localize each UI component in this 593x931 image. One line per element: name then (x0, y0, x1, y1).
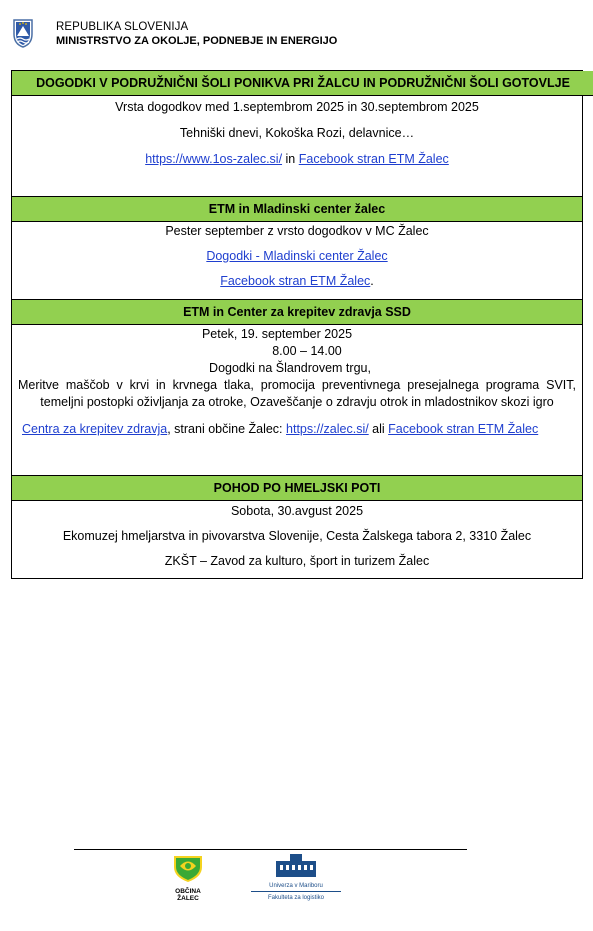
section-title-youth-center: ETM in Mladinski center žalec (12, 197, 582, 222)
section-body-hop-trail (12, 501, 582, 578)
youth-center-text: Pester september z vrsto dogodkov v MC Žalec (165, 224, 429, 238)
date-range-text: Vrsta dogodkov med 1.septembrom 2025 in 30.septembrom 2025 (115, 100, 479, 114)
hike-location-text: Ekomuzej hmeljarstva in pivovarstva Slovenije, Cesta Žalskega tabora 2, 3310 Žalec (62, 529, 532, 543)
youth-center-link-line (12, 248, 582, 265)
university-maribor-logo (250, 853, 342, 902)
section-body-youth-center (12, 222, 582, 300)
zalec-website-link[interactable]: https://zalec.si/ (286, 422, 369, 436)
obcina-zalec-logo (168, 853, 208, 902)
health-location-text: Dogodki na Šlandrovem trgu, (209, 361, 371, 375)
section-title-school-events: DOGODKI V PODRUŽNIČNI ŠOLI PONIKVA PRI ŽALCU IN PODRUŽNIČNI ŠOLI GOTOVLJE (12, 71, 593, 96)
section-body-school-events (12, 96, 582, 197)
health-links-text-2: ali (368, 422, 389, 436)
university-building-icon (274, 853, 318, 877)
footer-divider (74, 849, 467, 850)
activities-text: Tehniški dnevi, Kokoška Rozi, delavnice… (179, 126, 415, 140)
connector-text: in (282, 152, 299, 166)
slovenia-coat-of-arms-icon (12, 18, 34, 48)
obcina-label: OBČINA (175, 888, 201, 895)
um-divider (251, 891, 341, 892)
health-links-line (12, 421, 582, 438)
zalec-label: ŽALEC (177, 895, 199, 902)
university-name: Univerza v Mariboru (269, 883, 323, 889)
youth-center-events-link[interactable]: Dogodki - Mladinski center Žalec (206, 249, 388, 263)
period-text: . (370, 274, 374, 288)
header-country: REPUBLIKA SLOVENIJA (56, 21, 189, 33)
health-center-link[interactable]: Centra za krepitev zdravja (22, 422, 168, 436)
section-body-health-center (12, 325, 582, 476)
events-table (11, 70, 583, 579)
section-title-hop-trail: POHOD PO HMELJSKI POTI (12, 476, 582, 501)
section-title-health-center: ETM in Center za krepitev zdravja SSD (12, 300, 582, 325)
facebook-etm-link[interactable]: Facebook stran ETM Žalec (298, 152, 449, 166)
health-links-text-1: , strani občine Žalec: (167, 422, 287, 436)
facebook-etm-link-3[interactable]: Facebook stran ETM Žalec (388, 422, 539, 436)
school-links-line (12, 151, 582, 168)
hike-organizer-text: ZKŠT – Zavod za kulturo, šport in turizem Žalec (164, 554, 430, 568)
header-ministry: MINISTRSTVO ZA OKOLJE, PODNEBJE IN ENERGIJO (56, 35, 338, 47)
school-website-link[interactable]: https://www.1os-zalec.si/ (145, 152, 283, 166)
youth-center-facebook-line (12, 273, 582, 290)
faculty-name: Fakulteta za logistiko (267, 895, 325, 901)
health-time-text: 8.00 – 14.00 (272, 344, 342, 358)
hike-date-text: Sobota, 30.avgust 2025 (230, 504, 364, 518)
facebook-etm-link-2[interactable]: Facebook stran ETM Žalec (220, 274, 371, 288)
health-activities-text: Meritve maščob v krvi in krvnega tlaka, promocija preventivnega presejalnega programa SVIT, temeljni postopki oživljanja za otroke, Ozaveščanje o zdravju otrok in mladostnikov skozi igro (18, 378, 576, 409)
health-date-text: Petek, 19. september 2025 (201, 327, 353, 341)
obcina-zalec-emblem-icon (171, 853, 205, 883)
